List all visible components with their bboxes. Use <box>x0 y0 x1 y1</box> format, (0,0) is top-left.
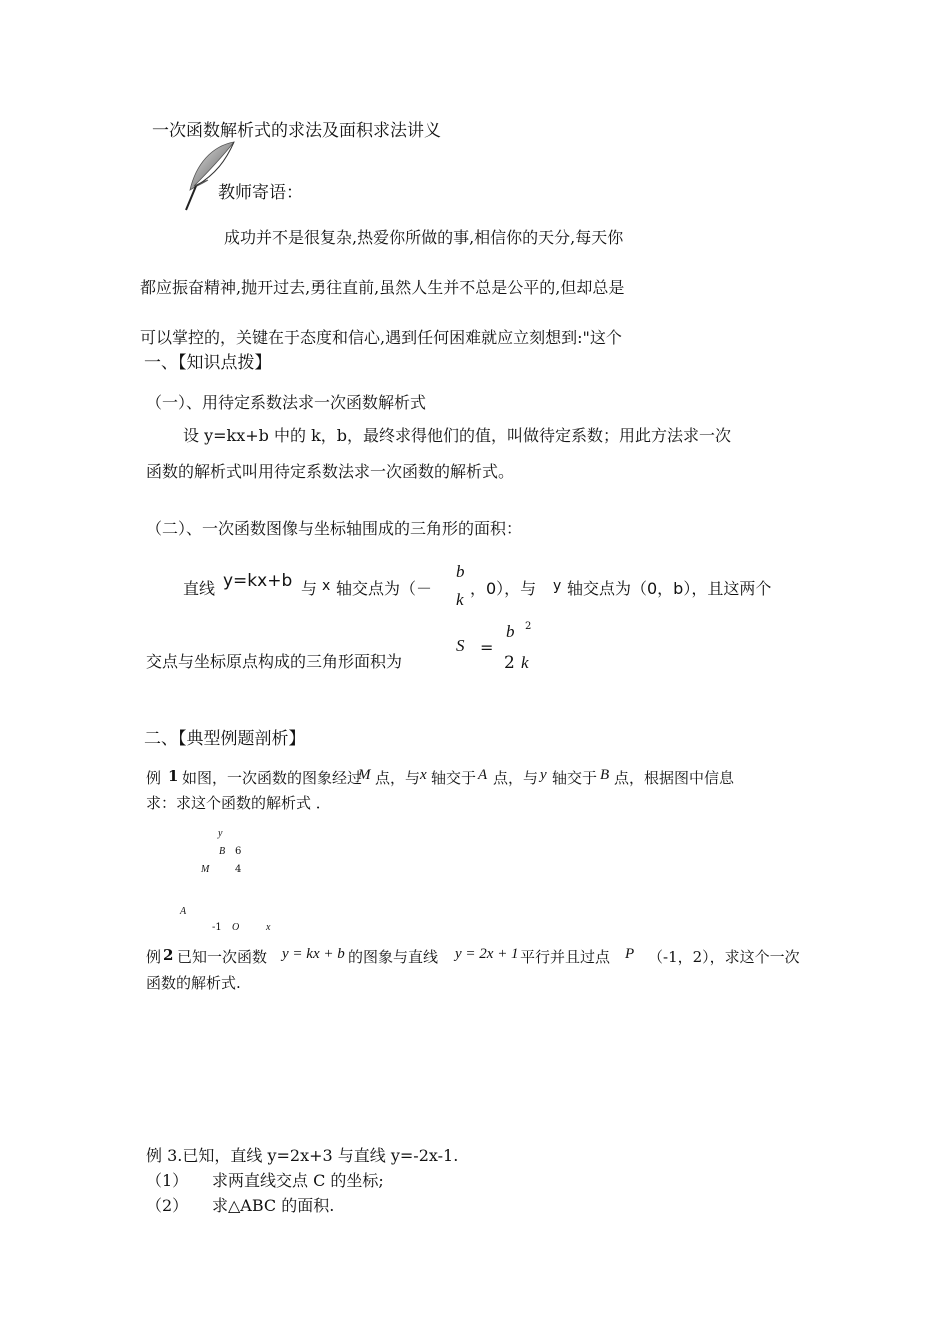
teacher-message-line-1: 成功并不是很复杂,热爱你所做的事,相信你的天分,每天你 <box>224 228 624 247</box>
area-numerator-exponent: 2 <box>525 621 532 632</box>
figure-label-M: M <box>201 864 210 875</box>
area-denominator-2: 2 <box>504 653 515 673</box>
example-2-text-4: （-1，2），求这个一次 <box>648 948 800 966</box>
example-2-text-2: 的图象与直线 <box>348 948 439 966</box>
line-equation: y=kx+b <box>223 571 293 591</box>
example-1-line-2: 求：求这个函数的解析式 ． <box>146 794 331 812</box>
figure-label-O: O <box>232 922 240 933</box>
intersection-text-4: ，0），与 <box>470 579 537 598</box>
example-1-text-6: 点，根据图中信息 <box>614 769 735 787</box>
teacher-message-heading: 教师寄语： <box>218 183 303 203</box>
area-symbol-S: S <box>456 636 465 655</box>
subsection-1-heading: （一）、用待定系数法求一次函数解析式 <box>146 393 427 412</box>
example-2-equation-2: y = 2x + 1 <box>455 946 519 962</box>
example-1-text-5: 轴交于 <box>552 769 598 787</box>
example-1-point-M: M <box>358 767 371 783</box>
page-title: 一次函数解析式的求法及面积求法讲义 <box>152 121 441 141</box>
section-1-heading: 一、【知识点拨】 <box>144 353 272 373</box>
example-1-x: x <box>420 767 427 783</box>
area-numerator-b: b <box>506 622 515 641</box>
figure-label-x: x <box>266 922 271 933</box>
example-1-text-3: 轴交于 <box>431 769 477 787</box>
example-3-item-2-number: （2） <box>146 1196 189 1215</box>
intersection-text-5: 轴交点为（0，b），且这两个 <box>567 579 772 598</box>
example-2-text-1: 已知一次函数 <box>177 948 268 966</box>
example-3-line-1: 例 3.已知，直线 y=2x+3 与直线 y=-2x-1. <box>146 1146 459 1165</box>
intersection-text-3: 轴交点为（－ <box>336 579 433 598</box>
example-2-label: 例 <box>146 948 162 966</box>
subsection-1-line-2: 函数的解析式叫用待定系数法求一次函数的解析式。 <box>146 462 515 481</box>
example-3-item-2: 求△ABC 的面积. <box>212 1196 335 1215</box>
figure-label-6: 6 <box>235 846 242 857</box>
figure-label-A: A <box>180 906 187 917</box>
example-3-item-1-number: （1） <box>146 1171 189 1190</box>
example-1-text-4: 点，与 <box>493 769 539 787</box>
y-axis-symbol: y <box>553 578 562 594</box>
subsection-2-heading: （二）、一次函数图像与坐标轴围成的三角形的面积： <box>146 519 523 538</box>
example-3-item-1: 求两直线交点 C 的坐标; <box>212 1171 384 1190</box>
example-1-point-A: A <box>478 767 488 783</box>
subsection-1-line-1: 设 y=kx+b 中的 k，b，最终求得他们的值，叫做待定系数；用此方法求一次 <box>183 426 732 445</box>
figure-label-y: y <box>218 828 223 839</box>
x-axis-symbol: x <box>322 578 331 594</box>
example-1-text-2: 点，与 <box>375 769 421 787</box>
teacher-message-line-3: 可以掌控的，关键在于态度和信心,遇到任何困难就应立刻想到:"这个 <box>140 328 622 347</box>
fraction-numerator-b: b <box>456 562 465 581</box>
figure-label-neg1: -1 <box>212 922 222 933</box>
example-1-number: 1 <box>168 767 179 785</box>
figure-label-4: 4 <box>235 864 242 875</box>
example-1-point-B: B <box>600 767 610 783</box>
area-text: 交点与坐标原点构成的三角形面积为 <box>146 652 403 671</box>
example-2-point-P: P <box>625 946 635 962</box>
section-2-heading: 二、【典型例题剖析】 <box>144 729 306 749</box>
example-1-y: y <box>540 767 547 783</box>
intersection-text-2: 与 <box>301 579 318 598</box>
teacher-message-line-2: 都应振奋精神,抛开过去,勇往直前,虽然人生并不总是公平的,但却总是 <box>140 278 625 297</box>
example-2-equation-1: y = kx + b <box>282 946 345 962</box>
example-2-number: 2 <box>163 946 174 964</box>
example-1-text-1: 如图，一次函数的图象经过 <box>182 769 363 787</box>
figure-label-B: B <box>219 846 226 857</box>
intersection-text-1: 直线 <box>183 579 216 598</box>
example-2-text-3: 平行并且过点 <box>520 948 611 966</box>
area-equals: = <box>480 638 494 657</box>
area-denominator-k: k <box>521 653 529 672</box>
fraction-denominator-k: k <box>456 590 464 609</box>
example-1-label: 例 <box>146 769 162 787</box>
example-2-line-2: 函数的解析式. <box>146 974 241 992</box>
